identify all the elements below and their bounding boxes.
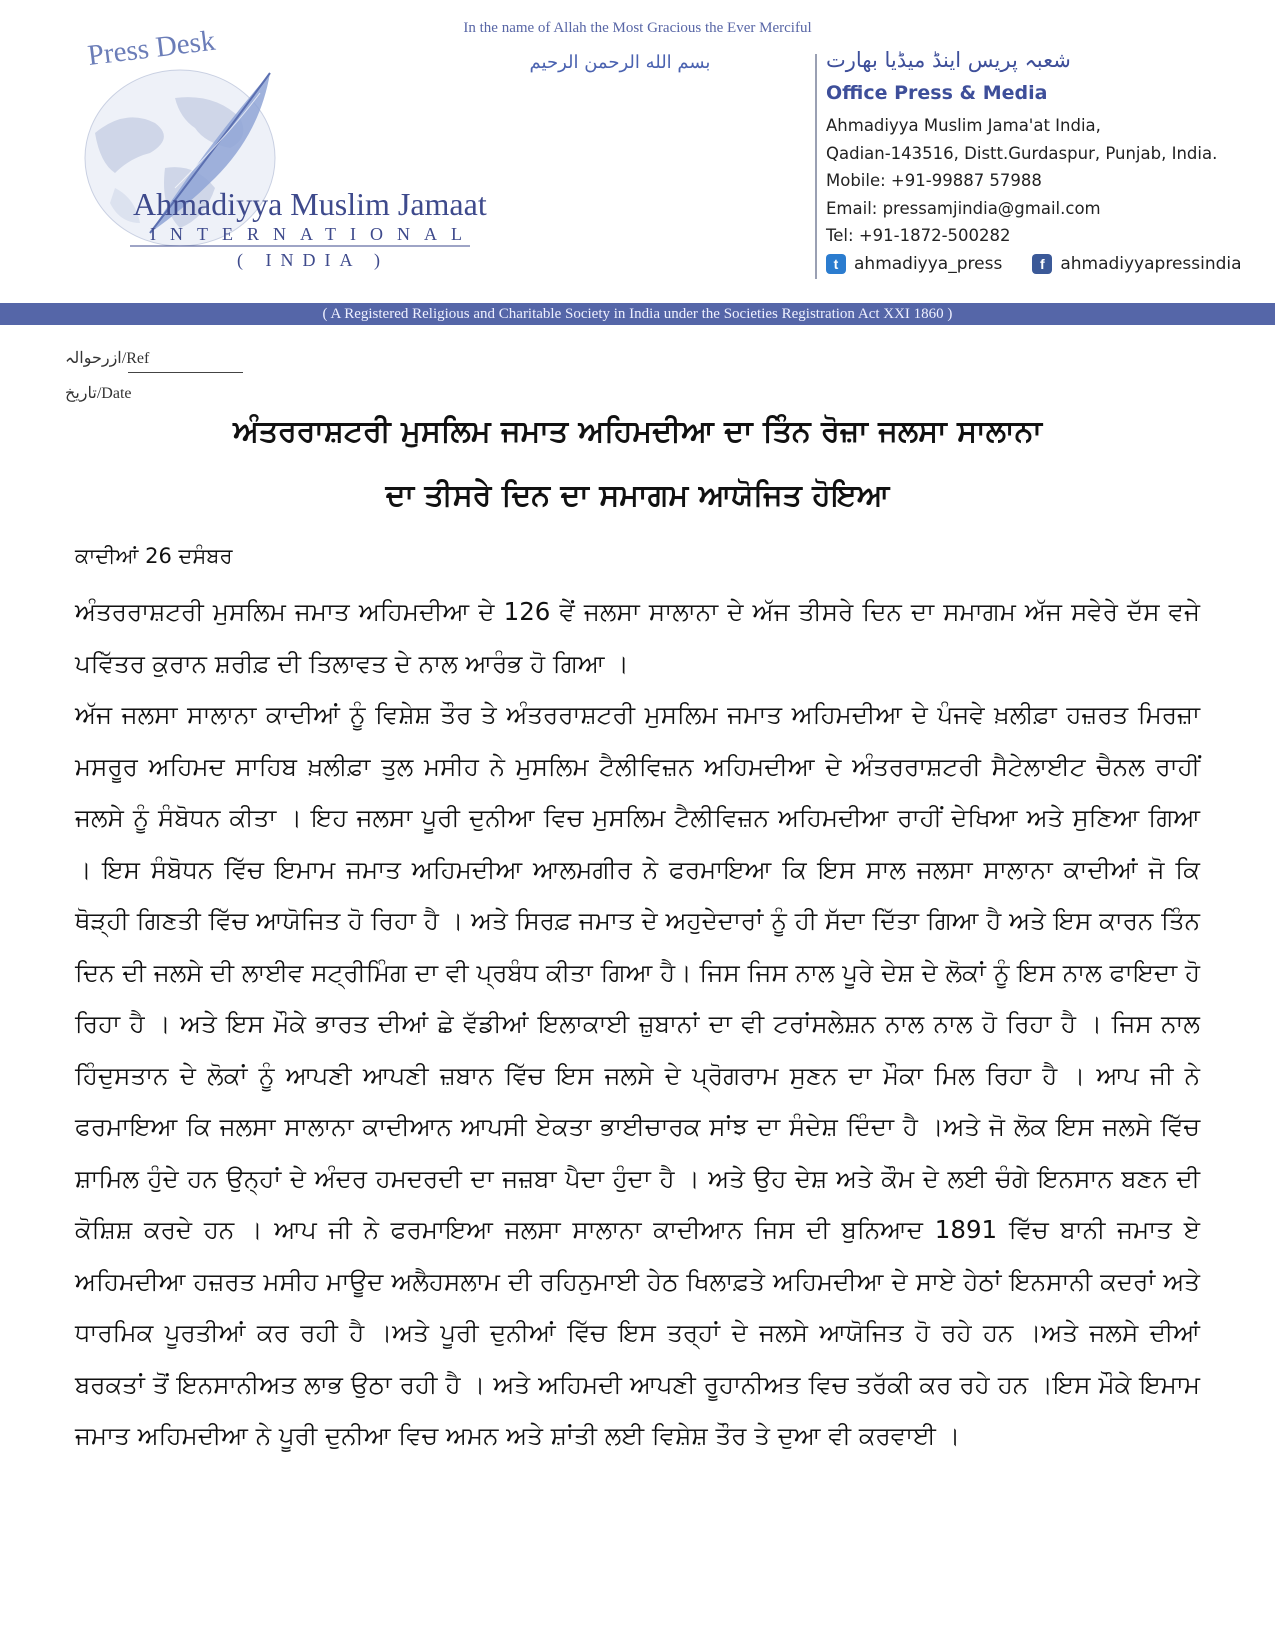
article-body [75,586,1200,1462]
press-desk-label: Press Desk [85,24,218,73]
twitter-icon[interactable]: t [826,254,846,274]
article-dateline: ਕਾਦੀਆਂ 26 ਦਸੰਬਰ [75,544,233,568]
contact-block [826,48,1266,274]
facebook-icon[interactable]: f [1032,254,1052,274]
article-paragraph-1: ਅੰਤਰਰਾਸ਼ਟਰੀ ਮੁਸਲਿਮ ਜਮਾਤ ਅਹਿਮਦੀਆ ਦੇ 126 ਵੇਂ ਜਲਸਾ ਸਾਲਾਨਾ ਦੇ ਅੱਜ ਤੀਸਰੇ ਦਿਨ ਦਾ ਸਮਾਗਮ ਅੱਜ ਸਵੇਰੇ ਦੱਸ ਵਜੇ ਪਵਿੱਤਰ ਕੁਰਾਨ ਸ਼ਰੀਫ਼ ਦੀ ਤਿਲਾਵਤ ਦੇ ਨਾਲ ਆਰੰਭ ਹੋ ਗਿਆ । [75,597,1200,678]
bismillah-arabic: بسم الله الرحمن الرحیم [529,52,711,73]
bismillah-english: In the name of Allah the Most Gracious the Ever Merciful [463,20,812,36]
registration-band: ( A Registered Religious and Charitable Society in India under the Societies Registration Act XXI 1860 ) [0,303,1275,325]
org-country: ( INDIA ) [237,250,389,270]
urdu-office-title: شعبہ پریس اینڈ میڈیا بھارت [826,48,1071,72]
article-paragraph-2: ਅੱਜ ਜਲਸਾ ਸਾਲਾਨਾ ਕਾਦੀਆਂ ਨੂੰ ਵਿਸ਼ੇਸ਼ ਤੌਰ ਤੇ ਅੰਤਰਰਾਸ਼ਟਰੀ ਮੁਸਲਿਮ ਜਮਾਤ ਅਹਿਮਦੀਆ ਦੇ ਪੰਜਵੇ ਖ਼ਲੀਫ਼ਾ ਹਜ਼ਰਤ ਮਿਰਜ਼ਾ ਮਸਰੂਰ ਅਹਿਮਦ ਸਾਹਿਬ ਖ਼ਲੀਫ਼ਾ ਤੁਲ ਮਸੀਹ ਨੇ ਮੁਸਲਿਮ ਟੈਲੀਵਿਜ਼ਨ ਅਹਿਮਦੀਆ ਦੇ ਅੰਤਰਰਾਸ਼ਟਰੀ ਸੈਟੇਲਾਈਟ ਚੈਨਲ ਰਾਹੀਂ ਜਲਸੇ ਨੂੰ ਸੰਬੋਧਨ ਕੀਤਾ । ਇਹ ਜਲਸਾ ਪੂਰੀ ਦੁਨੀਆ ਵਿਚ ਮੁਸਲਿਮ ਟੈਲੀਵਿਜ਼ਨ ਅਹਿਮਦੀਆ ਰਾਹੀਂ ਦੇਖਿਆ ਅਤੇ ਸੁਣਿਆ ਗਿਆ । ਇਸ ਸੰਬੋਧਨ ਵਿੱਚ ਇਮਾਮ ਜਮਾਤ ਅਹਿਮਦੀਆ ਆਲਮਗੀਰ ਨੇ ਫਰਮਾਇਆ ਕਿ ਇਸ ਸਾਲ ਜਲਸਾ ਸਾਲਾਨਾ ਕਾਦੀਆਂ ਜੋ ਕਿ ਥੋੜ੍ਹੀ ਗਿਣਤੀ ਵਿੱਚ ਆਯੋਜਿਤ ਹੋ ਰਿਹਾ ਹੈ । ਅਤੇ ਸਿਰਫ਼ ਜਮਾਤ ਦੇ ਅਹੁਦੇਦਾਰਾਂ ਨੂੰ ਹੀ ਸੱਦਾ ਦਿੱਤਾ ਗਿਆ ਹੈ ਅਤੇ ਇਸ ਕਾਰਨ ਤਿੰਨ ਦਿਨ ਦੀ ਜਲਸੇ ਦੀ ਲਾਈਵ ਸਟ੍ਰੀਮਿੰਗ ਦਾ ਵੀ ਪ੍ਰਬੰਧ ਕੀਤਾ ਗਿਆ ਹੈ। ਜਿਸ ਜਿਸ ਨਾਲ ਪੂਰੇ ਦੇਸ਼ ਦੇ ਲੋਕਾਂ ਨੂੰ ਇਸ ਨਾਲ ਫਾਇਦਾ ਹੋ ਰਿਹਾ ਹੈ । ਅਤੇ ਇਸ ਮੌਕੇ ਭਾਰਤ ਦੀਆਂ ਛੇ ਵੱਡੀਆਂ ਇਲਾਕਾਈ ਜ਼ੁਬਾਨਾਂ ਦਾ ਵੀ ਟਰਾਂਸਲੇਸ਼ਨ ਨਾਲ ਨਾਲ ਹੋ ਰਿਹਾ ਹੈ । ਜਿਸ ਨਾਲ ਹਿੰਦੁਸਤਾਨ ਦੇ ਲੋਕਾਂ ਨੂੰ ਆਪਣੀ ਆਪਣੀ ਜ਼ਬਾਨ ਵਿੱਚ ਇਸ ਜਲਸੇ ਦੇ ਪ੍ਰੋਗਰਾਮ ਸੁਣਨ ਦਾ ਮੌਕਾ ਮਿਲ ਰਿਹਾ ਹੈ । ਆਪ ਜੀ ਨੇ ਫਰਮਾਇਆ ਕਿ ਜਲਸਾ ਸਾਲਾਨਾ ਕਾਦੀਆਨ ਆਪਸੀ ਏਕਤਾ ਭਾਈਚਾਰਕ ਸਾਂਝ ਦਾ ਸੰਦੇਸ਼ ਦਿੰਦਾ ਹੈ ।ਅਤੇ ਜੋ ਲੋਕ ਇਸ ਜਲਸੇ ਵਿੱਚ ਸ਼ਾਮਿਲ ਹੁੰਦੇ ਹਨ ਉਨ੍ਹਾਂ ਦੇ ਅੰਦਰ ਹਮਦਰਦੀ ਦਾ ਜਜ਼ਬਾ ਪੈਦਾ ਹੁੰਦਾ ਹੈ । ਅਤੇ ਉਹ ਦੇਸ਼ ਅਤੇ ਕੌਮ ਦੇ ਲਈ ਚੰਗੇ ਇਨਸਾਨ ਬਣਨ ਦੀ ਕੋਸ਼ਿਸ਼ ਕਰਦੇ ਹਨ । ਆਪ ਜੀ ਨੇ ਫਰਮਾਇਆ ਜਲਸਾ ਸਾਲਾਨਾ ਕਾਦੀਆਨ ਜਿਸ ਦੀ ਬੁਨਿਆਦ 1891 ਵਿੱਚ ਬਾਨੀ ਜਮਾਤ ਏ ਅਹਿਮਦੀਆ ਹਜ਼ਰਤ ਮਸੀਹ ਮਾਊਦ ਅਲੈਹਸਲਾਮ ਦੀ ਰਹਿਨੁਮਾਈ ਹੇਠ ਖਿਲਾਫ਼ਤੇ ਅਹਿਮਦੀਆ ਦੇ ਸਾਏ ਹੇਠਾਂ ਇਨਸਾਨੀ ਕਦਰਾਂ ਅਤੇ ਧਾਰਮਿਕ ਪੂਰਤੀਆਂ ਕਰ ਰਹੀ ਹੈ ।ਅਤੇ ਪੂਰੀ ਦੁਨੀਆਂ ਵਿੱਚ ਇਸ ਤਰ੍ਹਾਂ ਦੇ ਜਲਸੇ ਆਯੋਜਿਤ ਹੋ ਰਹੇ ਹਨ ।ਅਤੇ ਜਲਸੇ ਦੀਆਂ ਬਰਕਤਾਂ ਤੋਂ ਇਨਸਾਨੀਅਤ ਲਾਭ ਉਠਾ ਰਹੀ ਹੈ । ਅਤੇ ਅਹਿਮਦੀ ਆਪਣੀ ਰੂਹਾਨੀਅਤ ਵਿਚ ਤਰੱਕੀ ਕਰ ਰਹੇ ਹਨ ।ਇਸ ਮੌਕੇ ਇਮਾਮ ਜਮਾਤ ਅਹਿਮਦੀਆ ਨੇ ਪੂਰੀ ਦੁਨੀਆ ਵਿਚ ਅਮਨ ਅਤੇ ਸ਼ਾਂਤੀ ਲਈ ਵਿਸ਼ੇਸ਼ ਤੌਰ ਤੇ ਦੁਆ ਵੀ ਕਰਵਾਈ । [75,700,1200,1450]
address-line-1: Ahmadiyya Muslim Jama'at India, [826,116,1101,135]
org-name: Ahmadiyya Muslim Jamaat [133,186,487,222]
org-international: INTERNATIONAL [150,224,476,244]
ref-label: ازرحوالہ/Ref [65,350,150,367]
address-line-2: Qadian-143516, Distt.Gurdaspur, Punjab, India. [826,143,1218,163]
mobile-number: Mobile: +91-99887 57988 [826,171,1042,190]
article-title-line-2: ਦਾ ਤੀਸਰੇ ਦਿਨ ਦਾ ਸਮਾਗਮ ਆਯੋਜਿਤ ਹੋਇਆ [385,478,890,513]
office-title: Office Press & Media [826,82,1048,104]
email-address[interactable]: Email: pressamjindia@gmail.com [826,198,1101,218]
facebook-handle[interactable]: ahmadiyyapressindia [1060,253,1242,274]
social-links [826,254,1266,274]
telephone-number: Tel: +91-1872-500282 [826,226,1011,245]
header-divider [815,54,817,279]
ref-underline [128,372,243,373]
twitter-handle[interactable]: ahmadiyya_press [854,253,1003,274]
article-title-line-1: ਅੰਤਰਰਾਸ਼ਟਰੀ ਮੁਸਲਿਮ ਜਮਾਤ ਅਹਿਮਦੀਆ ਦਾ ਤਿੰਨ ਰੋਜ਼ਾ ਜਲਸਾ ਸਾਲਾਨਾ [233,414,1042,449]
date-label: تاریخ/Date [65,385,132,402]
